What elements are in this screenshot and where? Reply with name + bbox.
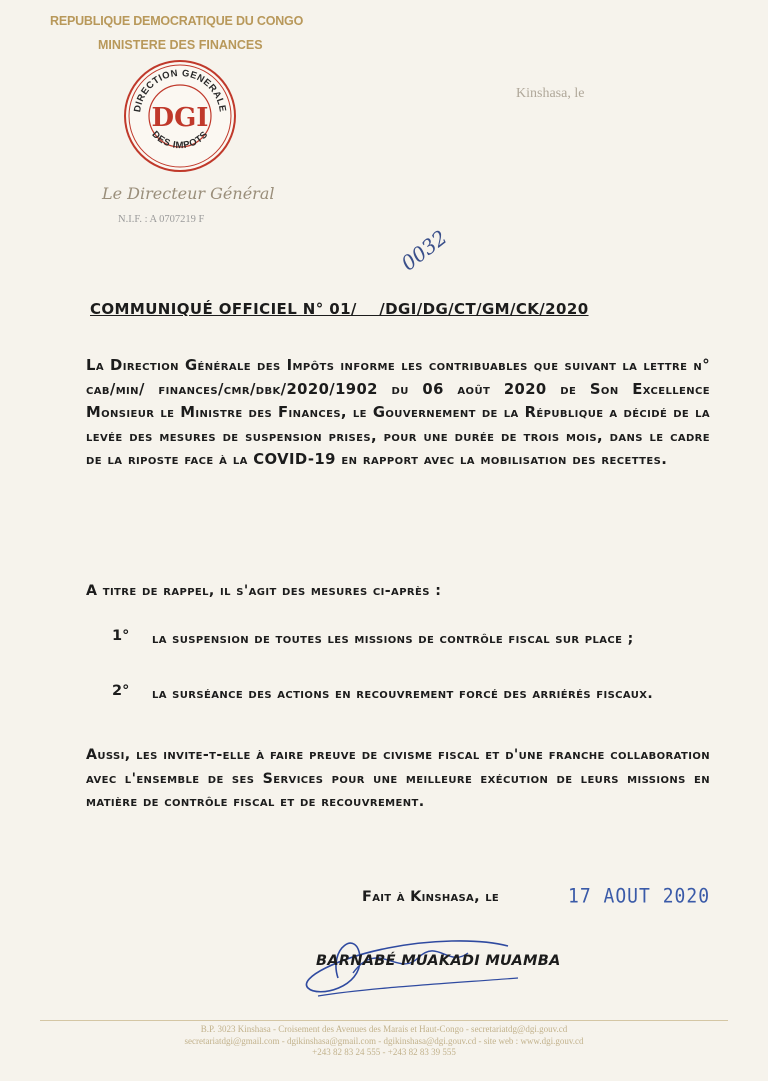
place-date-label: Kinshasa, le xyxy=(516,86,585,101)
body-paragraph-1: La Direction Générale des Impôts informe les contribuables que suivant la lettre n° cab/min/ finances/cmr/dbk/2020/1902 du 06 août 2020 de Son Excellence Monsieur le Ministre des Finances, le Gouvernement de la République a décidé de la levée des mesures de suspension prises, pour une durée de trois mois, dans le cadre de la riposte face à la COVID-19 en rapport avec la mobilisation des recettes. xyxy=(86,357,710,468)
footer-address xyxy=(40,1024,728,1059)
footer-line-1: B.P. 3023 Kinshasa - Croisement des Avenues des Marais et Haut-Congo - secretariatdg@dgi.gouv.cd xyxy=(200,1024,568,1034)
seal-monogram: DGI xyxy=(151,103,209,133)
header-ministry: MINISTERE DES FINANCES xyxy=(98,38,263,52)
fait-a-label: Fait à Kinshasa, le xyxy=(362,889,500,905)
body-paragraph-3: Aussi, les invite-t-elle à faire preuve de civisme fiscal et d'une franche collaboration avec l'ensemble de ses Services pour une meilleure exécution de leurs missions en matière de contrôle fiscal et de recouvrement. xyxy=(86,747,710,810)
communique-title: COMMUNIQUÉ OFFICIEL N° 01/ /DGI/DG/CT/GM/CK/2020 xyxy=(90,300,589,318)
item-text-2: la surséance des actions en recouvrement forcé des arriérés fiscaux. xyxy=(152,686,654,702)
item-text-1: la suspension de toutes les missions de contrôle fiscal sur place ; xyxy=(152,631,634,647)
date-stamp: 17 AOUT 2020 xyxy=(568,884,711,909)
header-country: REPUBLIQUE DEMOCRATIQUE DU CONGO xyxy=(50,14,304,28)
footer-divider xyxy=(40,1020,728,1021)
handwritten-reference-number: 0032 xyxy=(396,225,452,276)
dgi-seal-logo xyxy=(122,58,238,174)
footer-line-2: secretariatdgi@gmail.com - dgikinshasa@gmail.com - dgikinshasa@dgi.gouv.cd - site web : www.dgi.gouv.cd xyxy=(184,1035,584,1046)
seal-bottom-text: DES IMPOTS xyxy=(149,129,211,152)
nif-number: N.I.F. : A 0707219 F xyxy=(118,214,205,225)
item-number-1: 1° xyxy=(112,628,130,644)
seal-top-text: DIRECTION GENERALE xyxy=(132,67,228,114)
footer-line-3: +243 82 83 24 555 - +243 82 83 39 555 xyxy=(312,1047,456,1057)
item-number-2: 2° xyxy=(112,683,130,699)
director-title: Le Directeur Général xyxy=(102,184,275,203)
signer-name: BARNABÉ MUAKADI MUAMBA xyxy=(316,953,561,969)
body-paragraph-2: A titre de rappel, il s'agit des mesures ci-après : xyxy=(86,583,442,599)
